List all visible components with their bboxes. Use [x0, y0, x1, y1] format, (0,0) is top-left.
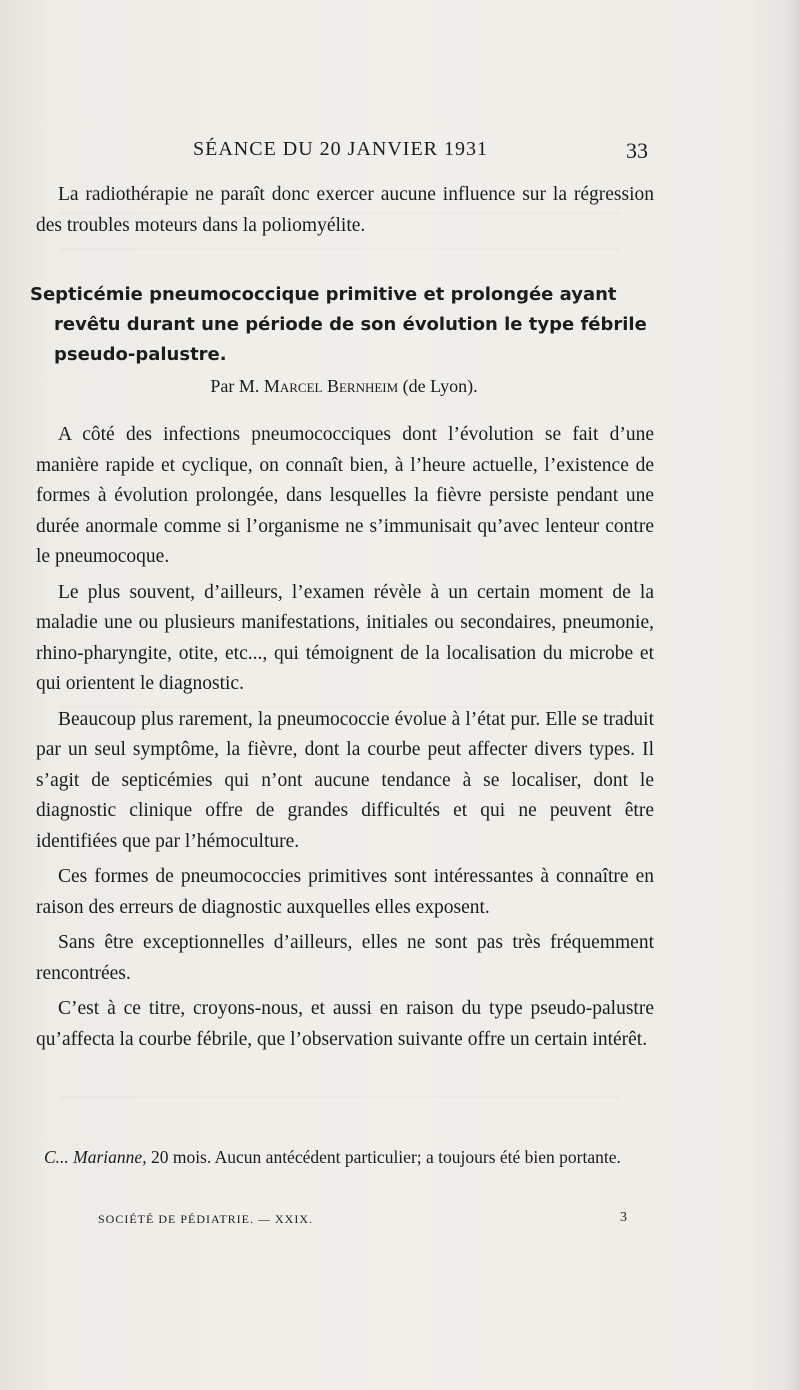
body-paragraph: Le plus souvent, d’ailleurs, l’examen révèle à un certain moment de la maladie une ou plusieurs manifestations, initiales ou secondaires, pneumonie, rhino-pharyngite, otite, etc..., qui témoignent de la localisation du microbe et qui orientent le diagnostic.	[36, 581, 654, 694]
article-body	[36, 420, 654, 1055]
body-paragraph: Sans être exceptionnelles d’ailleurs, elles ne sont pas très fréquemment rencontrées.	[36, 932, 654, 984]
observation-paragraph	[44, 1144, 664, 1171]
footer-signature-mark: 3	[620, 1210, 628, 1225]
byline-author: Marcel Bernheim	[263, 376, 399, 396]
observation-patient-name: C... Marianne,	[44, 1147, 147, 1167]
observation-text: 20 mois. Aucun antécédent particulier; a toujours été bien portante.	[146, 1147, 621, 1167]
page-gutter-shadow	[786, 0, 800, 1390]
body-paragraph: Beaucoup plus rarement, la pneumococcie évolue à l’état pur. Elle se traduit par un seul symptôme, la fièvre, dont la courbe peut affecter divers types. Il s’agit de septicémies qui n’ont aucune tendance à se localiser, dont le diagnostic clinique offre de grandes difficultés et qui ne peuvent être identifiées que par l’hémoculture.	[36, 708, 654, 852]
article-title: Septicémie pneumococcique primitive et prolongée ayant revêtu durant une période de son évolution le type fébrile pseudo-palustre.	[30, 284, 647, 365]
footer-journal: SOCIÉTÉ DE PÉDIATRIE. — XXIX.	[98, 1212, 313, 1226]
page-number: 33	[626, 138, 648, 163]
running-head	[40, 136, 648, 168]
bleed-through-line	[60, 1096, 620, 1098]
running-head-title: SÉANCE DU 20 JANVIER 1931	[193, 138, 488, 160]
bleed-through-line	[60, 248, 620, 250]
observation-block	[44, 1144, 664, 1171]
body-paragraph: C’est à ce titre, croyons-nous, et aussi en raison du type pseudo-palustre qu’affecta la courbe fébrile, que l’observation suivante offre un certain intérêt.	[36, 998, 654, 1050]
intro-paragraph-block	[36, 180, 654, 241]
intro-paragraph: La radiothérapie ne paraît donc exercer aucune influence sur la régression des troubles moteurs dans la poliomyélite.	[36, 184, 654, 236]
body-paragraph: A côté des infections pneumococciques dont l’évolution se fait d’une manière rapide et cyclique, on connaît bien, à l’heure actuelle, l’existence de formes à évolution prolongée, dans lesquelles la fièvre persiste pendant une durée anormale comme si l’organisme ne s’immunisait qu’avec lenteur contre le pneumocoque.	[36, 424, 654, 567]
byline-prefix: Par M.	[210, 376, 260, 396]
byline	[40, 376, 648, 397]
byline-suffix: (de Lyon).	[402, 376, 478, 396]
page-footer	[98, 1212, 628, 1234]
body-paragraph: Ces formes de pneumococcies primitives sont intéressantes à connaître en raison des erreurs de diagnostic auxquelles elles exposent.	[36, 866, 654, 918]
